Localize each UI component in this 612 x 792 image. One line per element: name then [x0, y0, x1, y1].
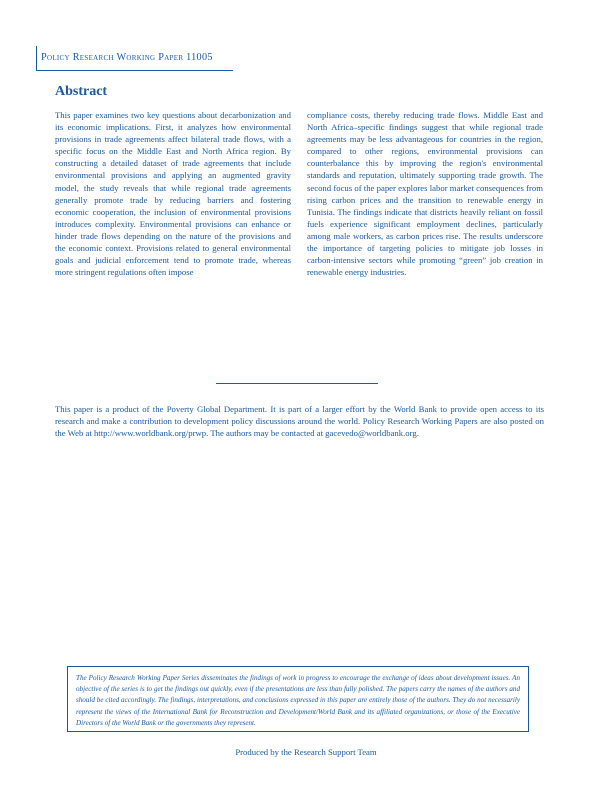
disclaimer-box — [67, 666, 529, 732]
series-header-bracket — [36, 46, 233, 71]
section-divider — [216, 383, 378, 384]
series-label: Policy Research Working Paper 11005 — [41, 52, 213, 63]
abstract-right-column: compliance costs, thereby reducing trade flows. Middle East and North Africa–specific findings suggest that while regional trade agreements may be less advantageous for countries in the region, compared to other regions, environmental provisions can counterbalance this by improving the region's environmental standards and reputation, ultimately supporting trade growth. The second focus of the paper explores labor market consequences from rising carbon prices and the transition to renewable energy in Tunisia. The findings indicate that districts heavily reliant on fossil fuels experience significant employment declines, particularly among male workers, as carbon prices rise. The results underscore the importance of targeting policies to mitigate job losses in carbon-intensive sectors while promoting “green” job creation in renewable energy industries. — [307, 110, 543, 278]
abstract-heading: Abstract — [55, 84, 108, 99]
disclaimer-text: The Policy Research Working Paper Series disseminates the findings of work in progress to encourage the exchange of ideas about development issues. An objective of the series is to get the findings out quickly, even if the presentations are less than fully polished. The papers carry the names of the authors and should be cited accordingly. The findings, interpretations, and conclusions expressed in this paper are entirely those of the authors. They do not necessarily represent the views of the International Bank for Reconstruction and Development/World Bank and its affiliated organizations, or those of the Executive Directors of the World Bank or the governments they represent. — [76, 674, 520, 727]
produced-by-footer: Produced by the Research Support Team — [235, 747, 377, 757]
product-note: This paper is a product of the Poverty Global Department. It is part of a larger effort by the World Bank to provide open access to its research and make a contribution to development policy discussions around the world. Policy Research Working Papers are also posted on the Web at http://www.worldbank.org/prwp. The authors may be contacted at gacevedo@worldbank.org. — [55, 404, 544, 438]
abstract-left-column: This paper examines two key questions about decarbonization and its economic implications. First, it analyzes how environmental provisions in trade agreements affect bilateral trade flows, with a specific focus on the Middle East and North Africa region. By constructing a detailed dataset of trade agreements that include environmental provisions and applying an augmented gravity model, the study reveals that while regional trade agreements generally promote trade by reducing barriers and fostering economic cooperation, the inclusion of environmental provisions introduces complexity. Environmental provisions can enhance or hinder trade flows depending on the nature of the provisions and the economic context. Provisions related to general environmental goals and judicial enforcement tend to promote trade, whereas more stringent regulations often impose — [55, 110, 291, 278]
